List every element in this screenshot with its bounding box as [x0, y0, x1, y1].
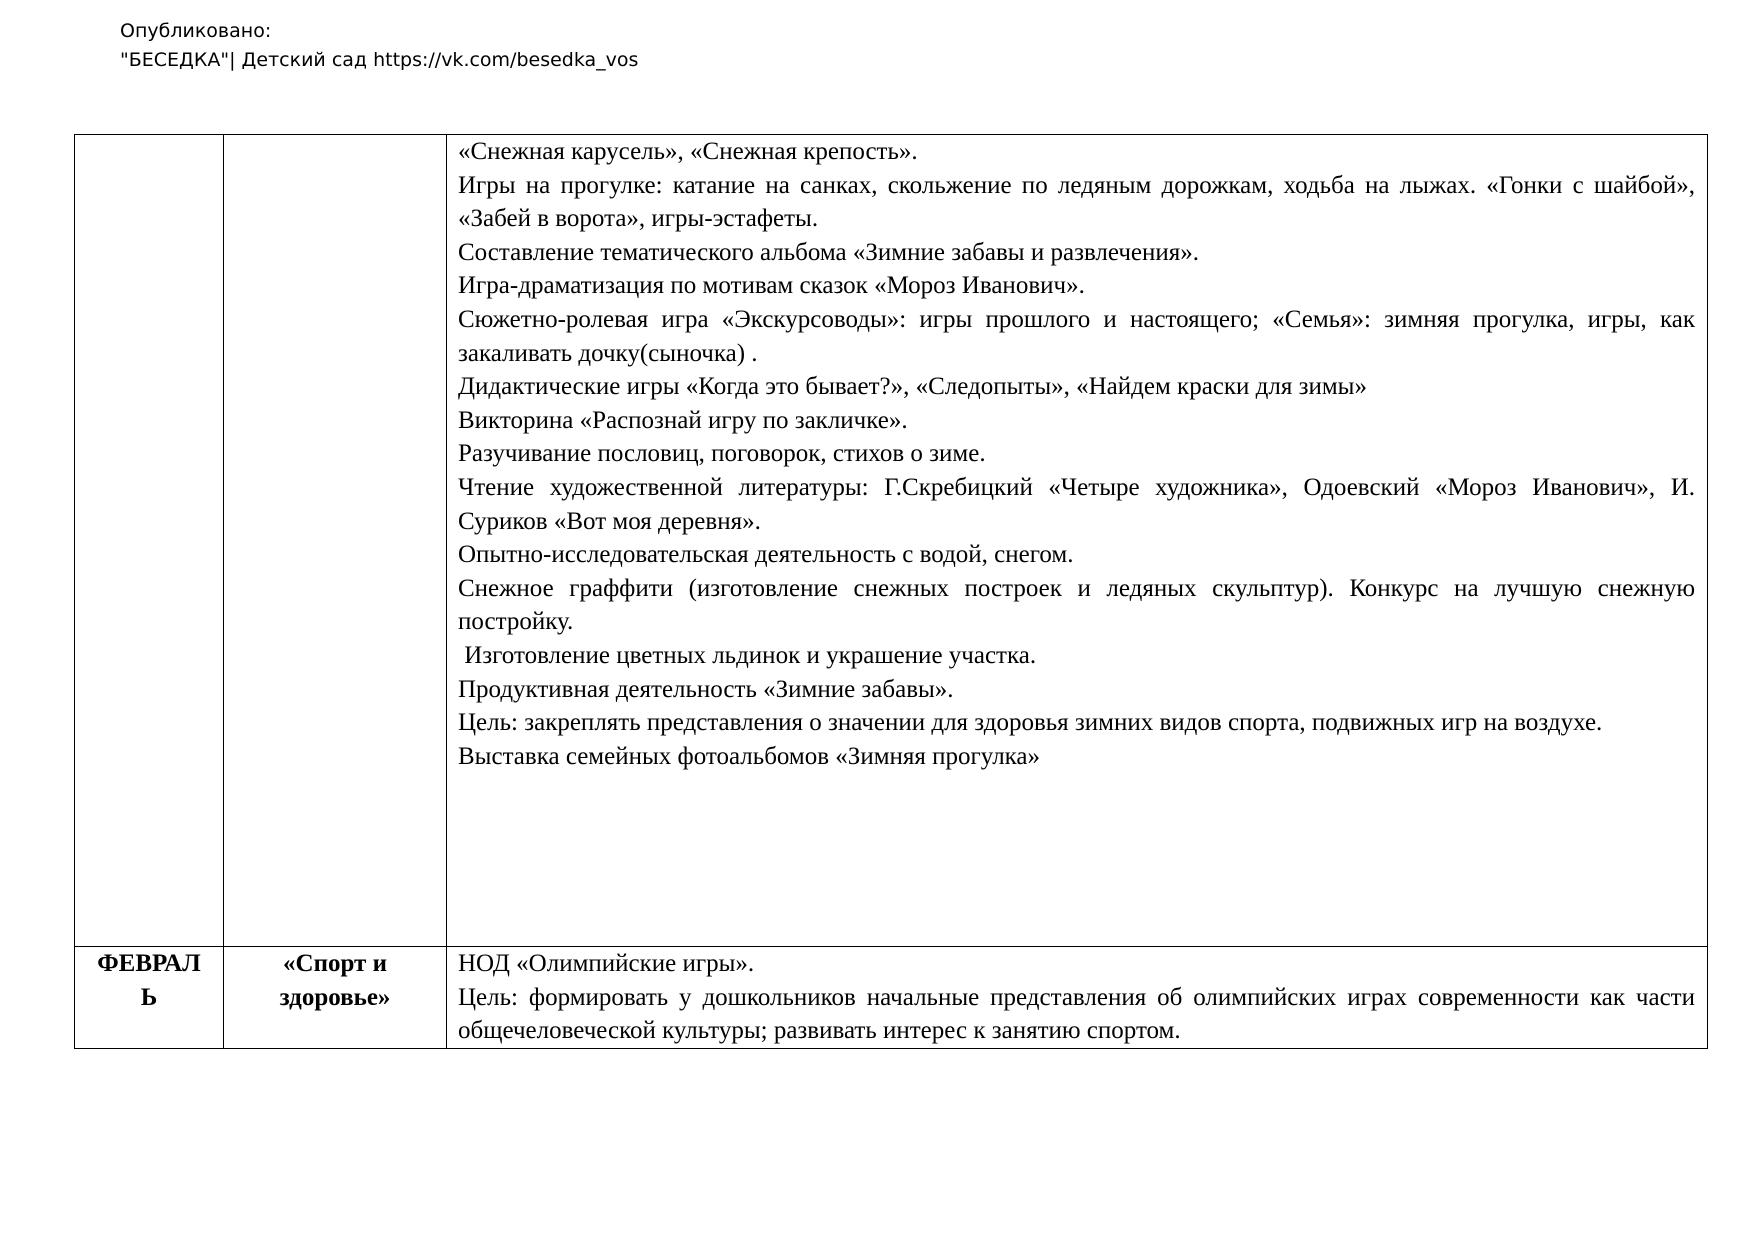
activity-line: Игры на прогулке: катание на санках, скольжение по ледяным дорожкам, ходьба на лыжах. «Гонки с шайбой», «Забей в ворота», игры-эстафеты.	[458, 171, 1695, 233]
publisher-source: "БЕСЕДКА"| Детский сад https://vk.com/besedka_vos	[120, 49, 639, 71]
activity-line: Сюжетно-ролевая игра «Экскурсоводы»: игры прошлого и настоящего; «Семья»: зимняя прогулка, игры, как закаливать дочку(сыночка) .	[458, 305, 1695, 367]
activity-line: Составление тематического альбома «Зимние забавы и развлечения».	[458, 238, 1200, 266]
activity-line: Дидактические игры «Когда это бывает?», «Следопыты», «Найдем краски для зимы»	[458, 373, 1367, 401]
activity-line: НОД «Олимпийские игры».	[458, 950, 755, 977]
activity-line: Чтение художественной литературы: Г.Скребицкий «Четыре художника», Одоевский «Мороз Иванович», И. Суриков «Вот моя деревня».	[458, 473, 1695, 535]
topic-cell	[224, 135, 447, 947]
month-label-line2: Ь	[140, 983, 158, 1011]
published-label: Опубликовано:	[120, 20, 272, 42]
publication-header	[120, 17, 638, 75]
activities-cell	[447, 947, 1708, 1049]
month-cell	[75, 947, 224, 1049]
topic-label-line1: «Спорт и	[283, 950, 387, 977]
activity-line: Цель: закреплять представления о значении для здоровья зимних видов спорта, подвижных игр на воздухе.	[458, 709, 1603, 737]
activity-line: Цель: формировать у дошкольников начальные представления об олимпийских играх современности как части общечеловеческой культуры; развивать интерес к занятию спортом.	[458, 983, 1695, 1045]
table-row	[75, 135, 1708, 947]
activity-line: Викторина «Распознай игру по закличке».	[458, 406, 908, 434]
month-cell	[75, 135, 224, 947]
activity-line: Снежное граффити (изготовление снежных построек и ледяных скульптур). Конкурс на лучшую снежную постройку.	[458, 574, 1695, 636]
activities-cell	[447, 135, 1708, 947]
activity-plan-table	[74, 134, 1708, 1049]
topic-label-line2: здоровье»	[279, 983, 391, 1011]
topic-cell	[224, 947, 447, 1049]
activity-line: Разучивание пословиц, поговорок, стихов о зиме.	[458, 440, 986, 468]
activity-line: Опытно-исследовательская деятельность с водой, снегом.	[458, 541, 1074, 569]
activity-line: Изготовление цветных льдинок и украшение участка.	[458, 641, 1037, 669]
activity-line: Продуктивная деятельность «Зимние забавы».	[458, 675, 954, 703]
month-label-line1: ФЕВРАЛ	[97, 950, 201, 977]
activity-line: Выставка семейных фотоальбомов «Зимняя прогулка»	[458, 742, 1041, 770]
table-row	[75, 947, 1708, 1049]
activity-line: Игра-драматизация по мотивам сказок «Мороз Иванович».	[458, 272, 1085, 300]
activity-line: «Снежная карусель», «Снежная крепость».	[458, 138, 918, 165]
